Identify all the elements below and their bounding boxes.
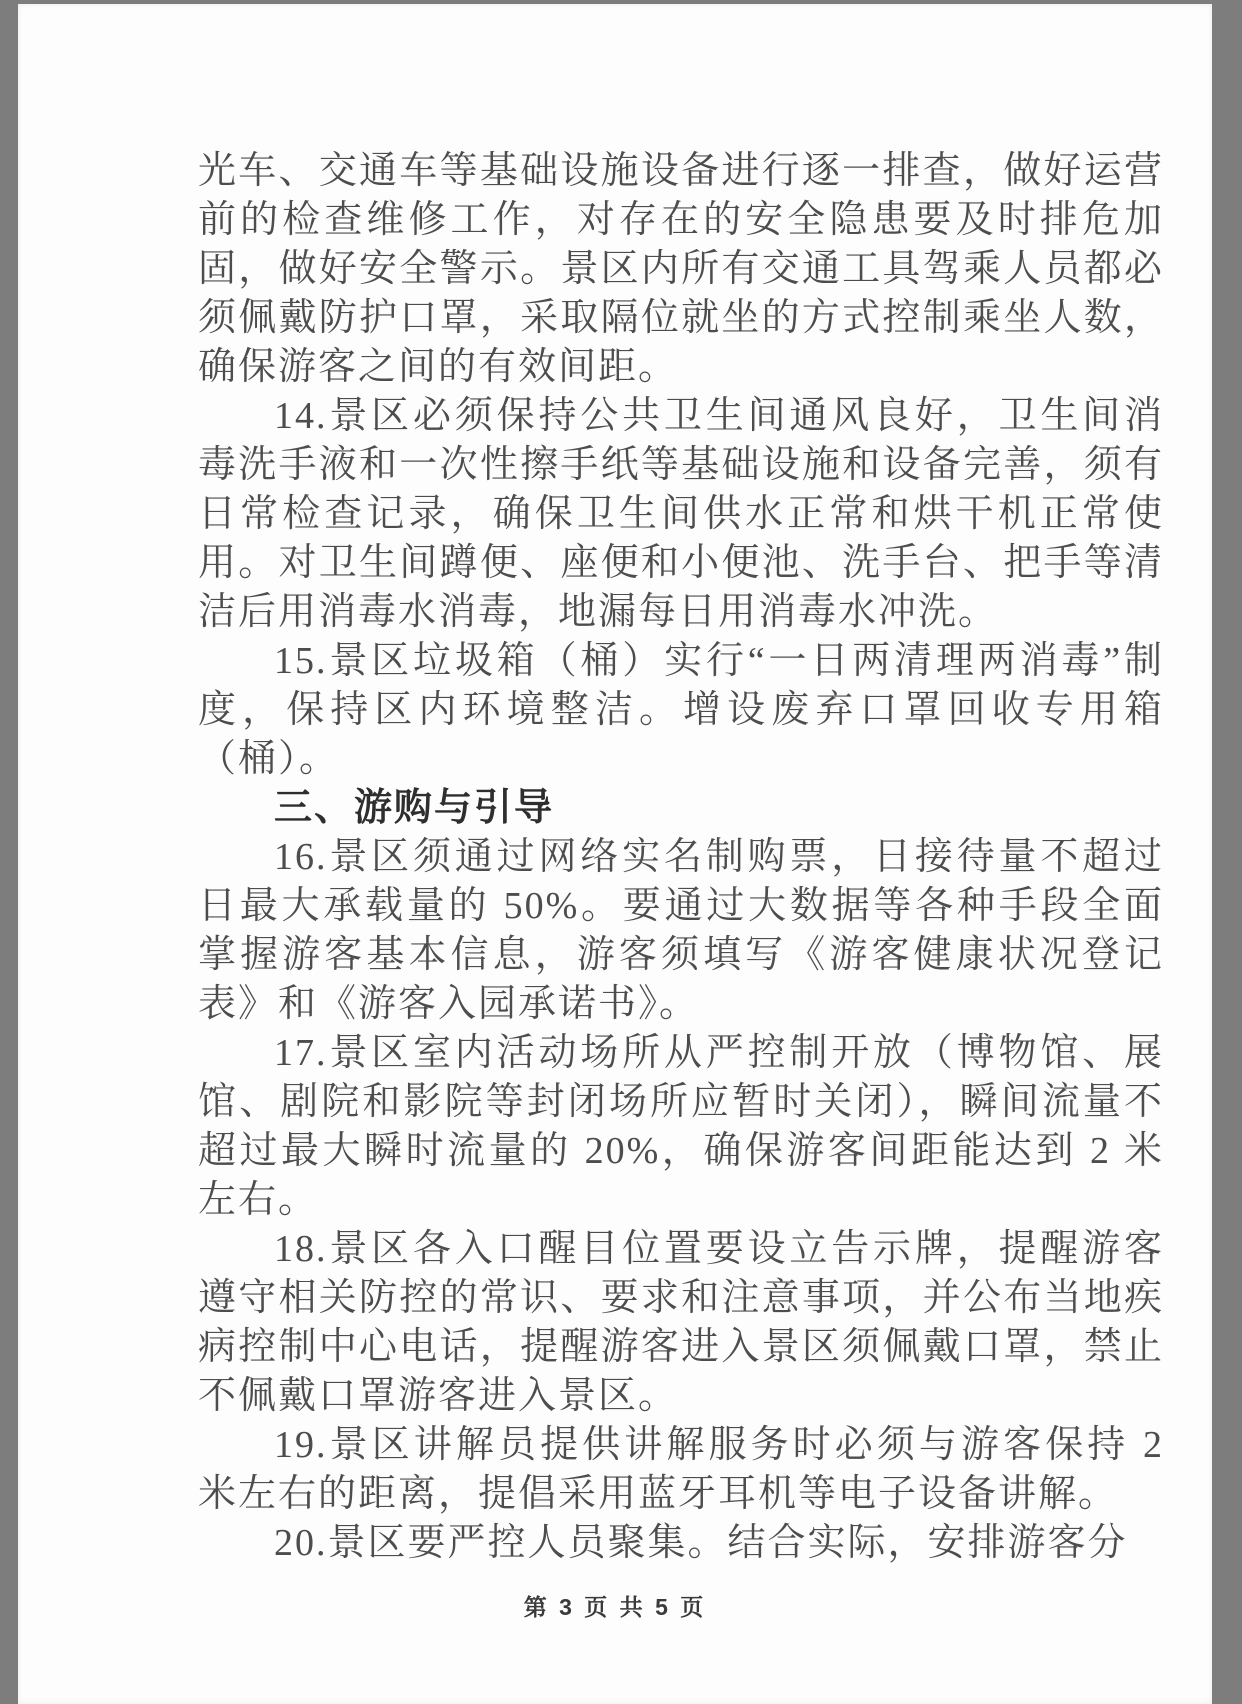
page-number-footer: 第 3 页 共 5 页 xyxy=(523,1594,707,1620)
document-content xyxy=(198,147,1164,1568)
document-page[interactable] xyxy=(18,4,1212,1704)
paragraph-item-15: 15.景区垃圾箱（桶）实行“一日两清理两消毒”制度，保持区内环境整洁。增设废弃口罩回收专用箱（桶）。 xyxy=(198,640,1164,780)
paragraph-item-14: 14.景区必须保持公共卫生间通风良好，卫生间消毒洗手液和一次性擦手纸等基础设施和设备完善，须有日常检查记录，确保卫生间供水正常和烘干机正常使用。对卫生间蹲便、座便和小便池、洗手台、把手等清洁后用消毒水消毒，地漏每日用消毒水冲洗。 xyxy=(198,395,1164,633)
paragraph-item-20: 20.景区要严控人员聚集。结合实际，安排游客分 xyxy=(274,1522,1128,1564)
section-heading-3: 三、游购与引导 xyxy=(274,787,555,829)
paragraph-item-19: 19.景区讲解员提供讲解服务时必须与游客保持 2 米左右的距离，提倡采用蓝牙耳机等电子设备讲解。 xyxy=(198,1424,1164,1515)
paragraph-item-17: 17.景区室内活动场所从严控制开放（博物馆、展馆、剧院和影院等封闭场所应暂时关闭），瞬间流量不超过最大瞬时流量的 20%，确保游客间距能达到 2 米左右。 xyxy=(198,1032,1164,1221)
paragraph-item-18: 18.景区各入口醒目位置要设立告示牌，提醒游客遵守相关防控的常识、要求和注意事项，并公布当地疾病控制中心电话，提醒游客进入景区须佩戴口罩，禁止不佩戴口罩游客进入景区。 xyxy=(198,1228,1164,1417)
paragraph-item-16: 16.景区须通过网络实名制购票，日接待量不超过日最大承载量的 50%。要通过大数据等各种手段全面掌握游客基本信息，游客须填写《游客健康状况登记表》和《游客入园承诺书》。 xyxy=(198,836,1164,1025)
paragraph-continuation: 光车、交通车等基础设施设备进行逐一排查，做好运营前的检查维修工作，对存在的安全隐患要及时排危加固，做好安全警示。景区内所有交通工具驾乘人员都必须佩戴防护口罩，采取隔位就坐的方式控制乘坐人数，确保游客之间的有效间距。 xyxy=(198,150,1164,388)
